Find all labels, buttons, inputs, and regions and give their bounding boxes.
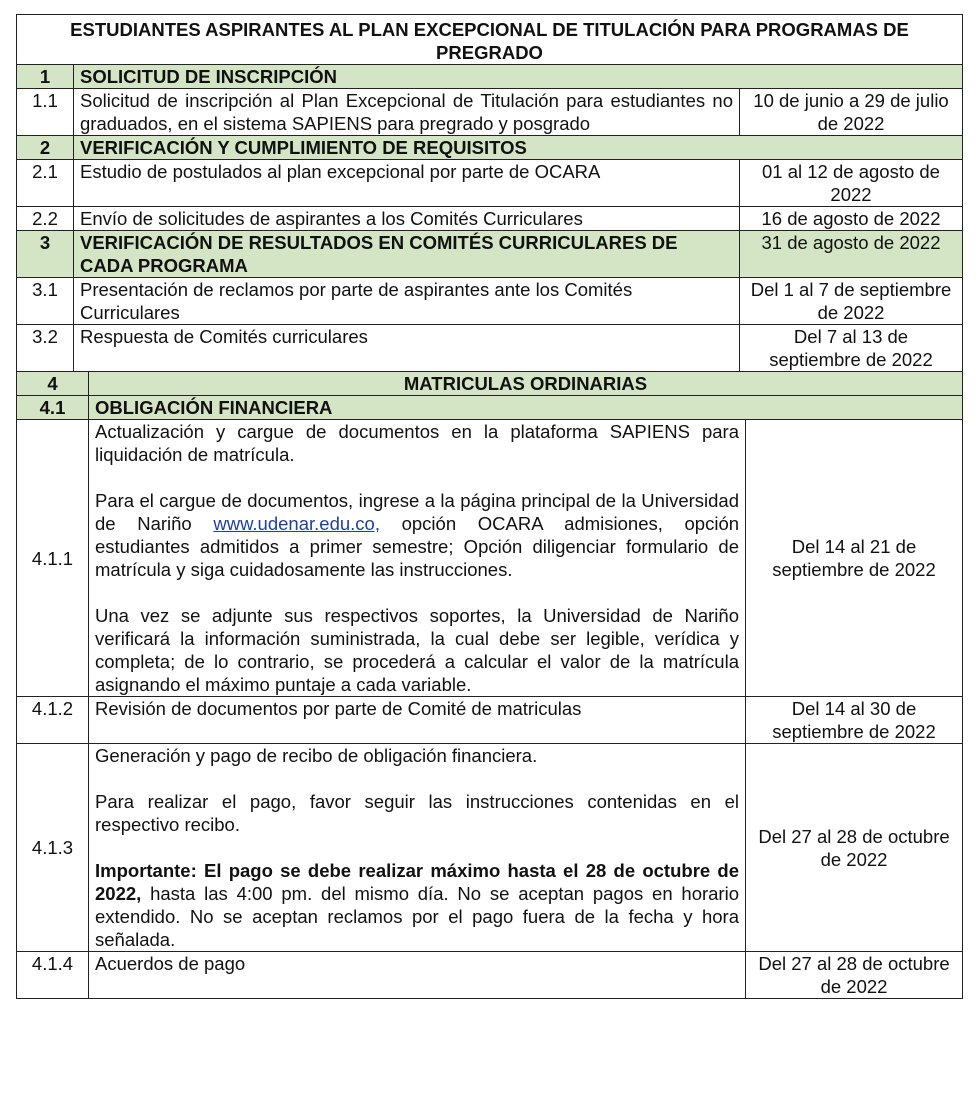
section-date: 31 de agosto de 2022 <box>740 231 963 278</box>
row-number: 4.1.4 <box>17 952 89 999</box>
row-date: 16 de agosto de 2022 <box>740 207 963 231</box>
row-activity: Acuerdos de pago <box>89 952 746 999</box>
row-number: 4.1.2 <box>17 697 89 744</box>
text-span: Para el cargue de documentos, ingrese a la página principal de la Universidad de Nariño <box>95 490 739 534</box>
table-row <box>17 744 963 952</box>
paragraph: Una vez se adjunte sus respectivos soportes, la Universidad de Nariño verificará la información suministrada, la cual debe ser legible, verídica y completa; de lo contrario, se procederá a calcular el valor de la matrícula asignando el máximo puntaje a cada variable. <box>95 605 739 695</box>
document-title: ESTUDIANTES ASPIRANTES AL PLAN EXCEPCIONAL DE TITULACIÓN PARA PROGRAMAS DE PREGRADO <box>17 15 963 65</box>
schedule-table-part-1 <box>16 14 963 372</box>
row-date: 01 al 12 de agosto de 2022 <box>740 160 963 207</box>
row-activity <box>89 420 746 697</box>
row-number: 4.1.1 <box>17 420 89 697</box>
section-number: 4 <box>17 372 89 396</box>
row-activity: Estudio de postulados al plan excepcional por parte de OCARA <box>74 160 740 207</box>
paragraph: Para realizar el pago, favor seguir las instrucciones contenidas en el respectivo recibo. <box>95 791 739 835</box>
section-number: 1 <box>17 65 74 89</box>
paragraph: Actualización y cargue de documentos en la plataforma SAPIENS para liquidación de matrícula. <box>95 421 739 465</box>
row-date: Del 14 al 30 de septiembre de 2022 <box>746 697 963 744</box>
row-date: Del 27 al 28 de octubre de 2022 <box>746 952 963 999</box>
paragraph <box>95 489 739 581</box>
row-number: 2.2 <box>17 207 74 231</box>
udenar-link[interactable]: www.udenar.edu.co, <box>213 513 380 534</box>
row-date: Del 1 al 7 de septiembre de 2022 <box>740 278 963 325</box>
table-row <box>17 325 963 372</box>
row-activity: Envío de solicitudes de aspirantes a los Comités Curriculares <box>74 207 740 231</box>
row-date: Del 7 al 13 de septiembre de 2022 <box>740 325 963 372</box>
row-activity: Respuesta de Comités curriculares <box>74 325 740 372</box>
section-label: VERIFICACIÓN Y CUMPLIMIENTO DE REQUISITOS <box>74 136 963 160</box>
row-date: Del 27 al 28 de octubre de 2022 <box>746 744 963 952</box>
section-label: MATRICULAS ORDINARIAS <box>89 372 963 396</box>
section-number: 3 <box>17 231 74 278</box>
row-activity: Revisión de documentos por parte de Comité de matriculas <box>89 697 746 744</box>
table-row <box>17 420 963 697</box>
row-number: 4.1.3 <box>17 744 89 952</box>
text-span: hasta las 4:00 pm. del mismo día. No se aceptan pagos en horario extendido. No se aceptan reclamos por el pago fuera de la fecha y hora señalada. <box>95 883 739 950</box>
section-row <box>17 136 963 160</box>
row-number: 3.1 <box>17 278 74 325</box>
table-row <box>17 207 963 231</box>
section-number: 4.1 <box>17 396 89 420</box>
paragraph: Generación y pago de recibo de obligación financiera. <box>95 745 538 766</box>
text-span: opción OCARA admisiones, opción estudiantes admitidos a primer semestre; Opción diligenciar formulario de matrícula y siga cuidadosamente las instrucciones. <box>95 513 740 580</box>
row-date: Del 14 al 21 de septiembre de 2022 <box>746 420 963 697</box>
section-label: SOLICITUD DE INSCRIPCIÓN <box>74 65 963 89</box>
section-number: 2 <box>17 136 74 160</box>
section-row <box>17 372 963 396</box>
important-note: Importante: El pago se debe realizar máximo hasta el 28 de octubre de 2022, <box>95 860 739 904</box>
section-row <box>17 396 963 420</box>
schedule-document <box>16 14 962 999</box>
table-row <box>17 952 963 999</box>
row-number: 1.1 <box>17 89 74 136</box>
row-number: 2.1 <box>17 160 74 207</box>
section-row <box>17 231 963 278</box>
section-row <box>17 65 963 89</box>
section-label: VERIFICACIÓN DE RESULTADOS EN COMITÉS CURRICULARES DE CADA PROGRAMA <box>74 231 740 278</box>
section-label: OBLIGACIÓN FINANCIERA <box>89 396 963 420</box>
table-row <box>17 89 963 136</box>
row-activity <box>89 744 746 952</box>
row-date: 10 de junio a 29 de julio de 2022 <box>740 89 963 136</box>
row-number: 3.2 <box>17 325 74 372</box>
table-row <box>17 697 963 744</box>
table-row <box>17 278 963 325</box>
paragraph <box>95 859 739 951</box>
row-activity: Presentación de reclamos por parte de aspirantes ante los Comités Curriculares <box>74 278 740 325</box>
row-activity: Solicitud de inscripción al Plan Excepcional de Titulación para estudiantes no graduados, en el sistema SAPIENS para pregrado y posgrado <box>74 89 740 136</box>
table-row <box>17 160 963 207</box>
schedule-table-part-2 <box>16 371 963 999</box>
